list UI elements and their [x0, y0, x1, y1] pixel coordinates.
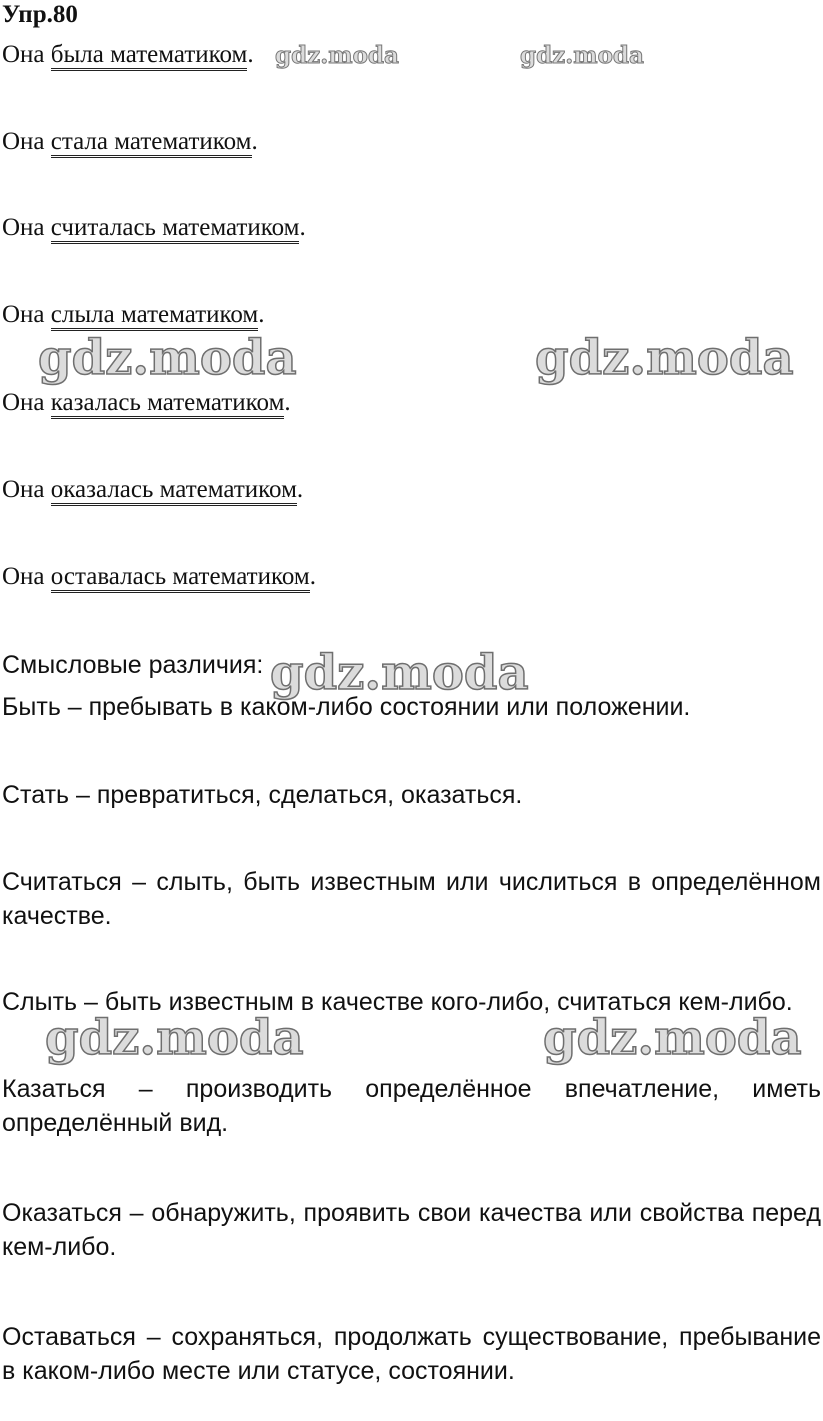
predicate: оказалась математиком — [51, 476, 297, 506]
definition-okazatsya: Оказаться – обнаружить, проявить свои качества или свойства перед кем-либо. — [2, 1199, 821, 1261]
sentence-end: . — [247, 41, 254, 68]
watermark: gdz.moda — [275, 42, 399, 69]
subject: Она — [2, 476, 45, 503]
subject: Она — [2, 128, 45, 155]
sentence-4 — [2, 300, 264, 330]
watermark: gdz.moda — [543, 1010, 802, 1066]
differences-label: Смысловые различия: — [2, 651, 264, 679]
predicate: казалась математиком — [51, 389, 285, 419]
predicate: считалась математиком — [51, 214, 300, 244]
exercise-title: Упр.80 — [2, 1, 78, 28]
sentence-end: . — [251, 128, 258, 155]
predicate: стала математиком — [51, 128, 252, 158]
watermark: gdz.moda — [535, 330, 794, 386]
sentence-end: . — [284, 389, 291, 416]
watermark: gdz.moda — [270, 645, 529, 701]
sentence-6 — [2, 475, 303, 505]
definition-kazatsya: Казаться – производить определённое впечатление, иметь определённый вид. — [2, 1075, 821, 1137]
sentence-2 — [2, 127, 258, 157]
sentence-end: . — [299, 214, 306, 241]
subject: Она — [2, 301, 45, 328]
subject: Она — [2, 389, 45, 416]
sentence-7 — [2, 562, 316, 592]
watermark: gdz.moda — [38, 330, 297, 386]
definition-schitatsya: Считаться – слыть, быть известным или числиться в определённом качестве. — [2, 868, 821, 930]
sentence-end: . — [309, 563, 316, 590]
subject: Она — [2, 214, 45, 241]
definition-byt: Быть – пребывать в каком-либо состоянии или положении. — [2, 693, 691, 721]
sentence-end: . — [258, 301, 265, 328]
definition-slyt: Слыть – быть известным в качестве кого-либо, считаться кем-либо. — [2, 988, 793, 1016]
subject: Она — [2, 563, 45, 590]
watermark: gdz.moda — [520, 42, 644, 69]
sentence-3 — [2, 213, 306, 243]
sentence-1 — [2, 40, 254, 70]
definition-ostavatsya: Оставаться – сохраняться, продолжать существование, пребывание в каком-либо месте или статусе, состоянии. — [2, 1323, 821, 1385]
predicate: была математиком — [51, 41, 248, 71]
definition-stat: Стать – превратиться, сделаться, оказаться. — [2, 781, 523, 809]
sentence-end: . — [296, 476, 304, 503]
subject: Она — [2, 41, 45, 68]
watermark: gdz.moda — [45, 1010, 304, 1066]
sentence-5 — [2, 388, 291, 418]
predicate: оставалась математиком — [51, 563, 310, 593]
predicate: слыла математиком — [51, 301, 258, 331]
